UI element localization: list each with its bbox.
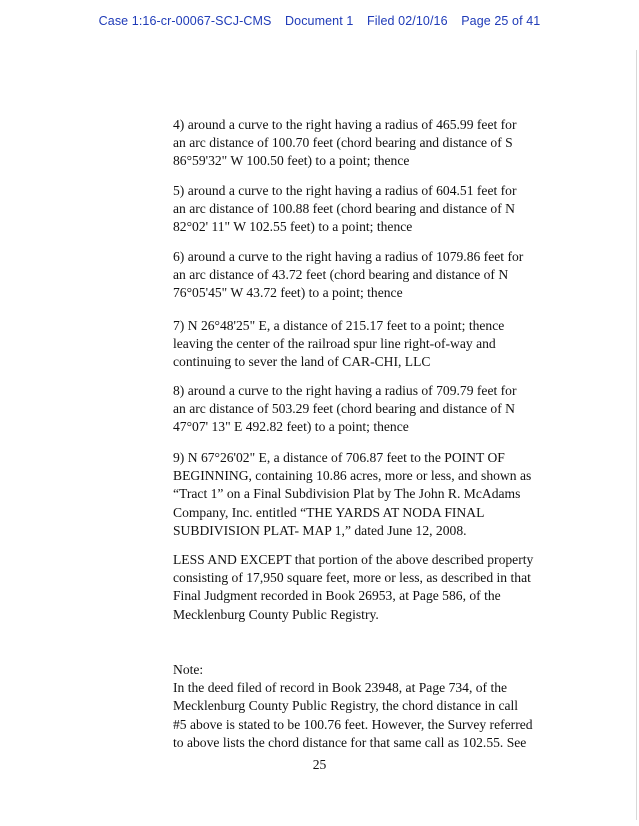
text-line: 9) N 67°26'02" E, a distance of 706.87 feet to the POINT OF: [173, 450, 505, 465]
call-6-paragraph: [173, 248, 523, 303]
text-line: 8) around a curve to the right having a radius of 709.79 feet for: [173, 383, 517, 398]
case-number: Case 1:16-cr-00067-SCJ-CMS: [98, 14, 272, 28]
text-line: 47°07' 13" E 492.82 feet) to a point; thence: [173, 419, 409, 435]
text-line: an arc distance of 100.70 feet (chord bearing and distance of S: [173, 135, 513, 151]
text-line: In the deed filed of record in Book 23948, at Page 734, of the: [173, 680, 508, 696]
note-heading: Note:: [173, 662, 204, 677]
note-paragraph: [173, 661, 533, 752]
call-8-paragraph: [173, 382, 517, 437]
call-4-paragraph: [173, 116, 517, 171]
text-line: “Tract 1” on a Final Subdivision Plat by The John R. McAdams: [173, 486, 521, 502]
text-line: continuing to sever the land of CAR-CHI, LLC: [173, 354, 431, 370]
call-9-paragraph: [173, 449, 531, 540]
less-and-except-paragraph: [173, 551, 533, 624]
text-line: to above lists the chord distance for that same call as 102.55. See: [173, 734, 527, 750]
text-line: BEGINNING, containing 10.86 acres, more or less, and shown as: [173, 468, 532, 484]
text-line: Company, Inc. entitled “THE YARDS AT NODA FINAL: [173, 504, 485, 520]
call-7-paragraph: [173, 317, 504, 372]
text-line: Final Judgment recorded in Book 26953, at Page 586, of the: [173, 588, 501, 604]
text-line: 7) N 26°48'25" E, a distance of 215.17 feet to a point; thence: [173, 318, 505, 333]
text-line: 4) around a curve to the right having a radius of 465.99 feet for: [173, 117, 517, 132]
text-line: an arc distance of 503.29 feet (chord bearing and distance of N: [173, 401, 515, 417]
text-line: Mecklenburg County Public Registry, the chord distance in call: [173, 698, 519, 714]
text-line: SUBDIVISION PLAT- MAP 1,” dated June 12, 2008.: [173, 522, 467, 538]
text-line: 86°59'32" W 100.50 feet) to a point; thence: [173, 153, 410, 169]
text-line: 5) around a curve to the right having a radius of 604.51 feet for: [173, 183, 517, 198]
text-line: an arc distance of 43.72 feet (chord bearing and distance of N: [173, 267, 509, 283]
text-line: 76°05'45" W 43.72 feet) to a point; thence: [173, 285, 403, 301]
text-line: #5 above is stated to be 100.76 feet. However, the Survey referred: [173, 716, 533, 732]
document-number: Document 1: [285, 14, 354, 28]
page-number: 25: [312, 757, 327, 772]
text-line: an arc distance of 100.88 feet (chord bearing and distance of N: [173, 201, 515, 217]
text-line: leaving the center of the railroad spur line right-of-way and: [173, 336, 496, 352]
ecf-filing-header: [0, 14, 639, 28]
text-line: consisting of 17,950 square feet, more or less, as described in that: [173, 570, 531, 586]
page-count: Page 25 of 41: [461, 14, 541, 28]
filed-date: Filed 02/10/16: [367, 14, 448, 28]
call-5-paragraph: [173, 182, 517, 237]
text-line: Mecklenburg County Public Registry.: [173, 606, 379, 622]
text-line: 82°02' 11" W 102.55 feet) to a point; thence: [173, 219, 413, 235]
text-line: LESS AND EXCEPT that portion of the above described property: [173, 552, 534, 567]
page-edge-shadow: [636, 50, 637, 820]
text-line: 6) around a curve to the right having a radius of 1079.86 feet for: [173, 249, 524, 264]
